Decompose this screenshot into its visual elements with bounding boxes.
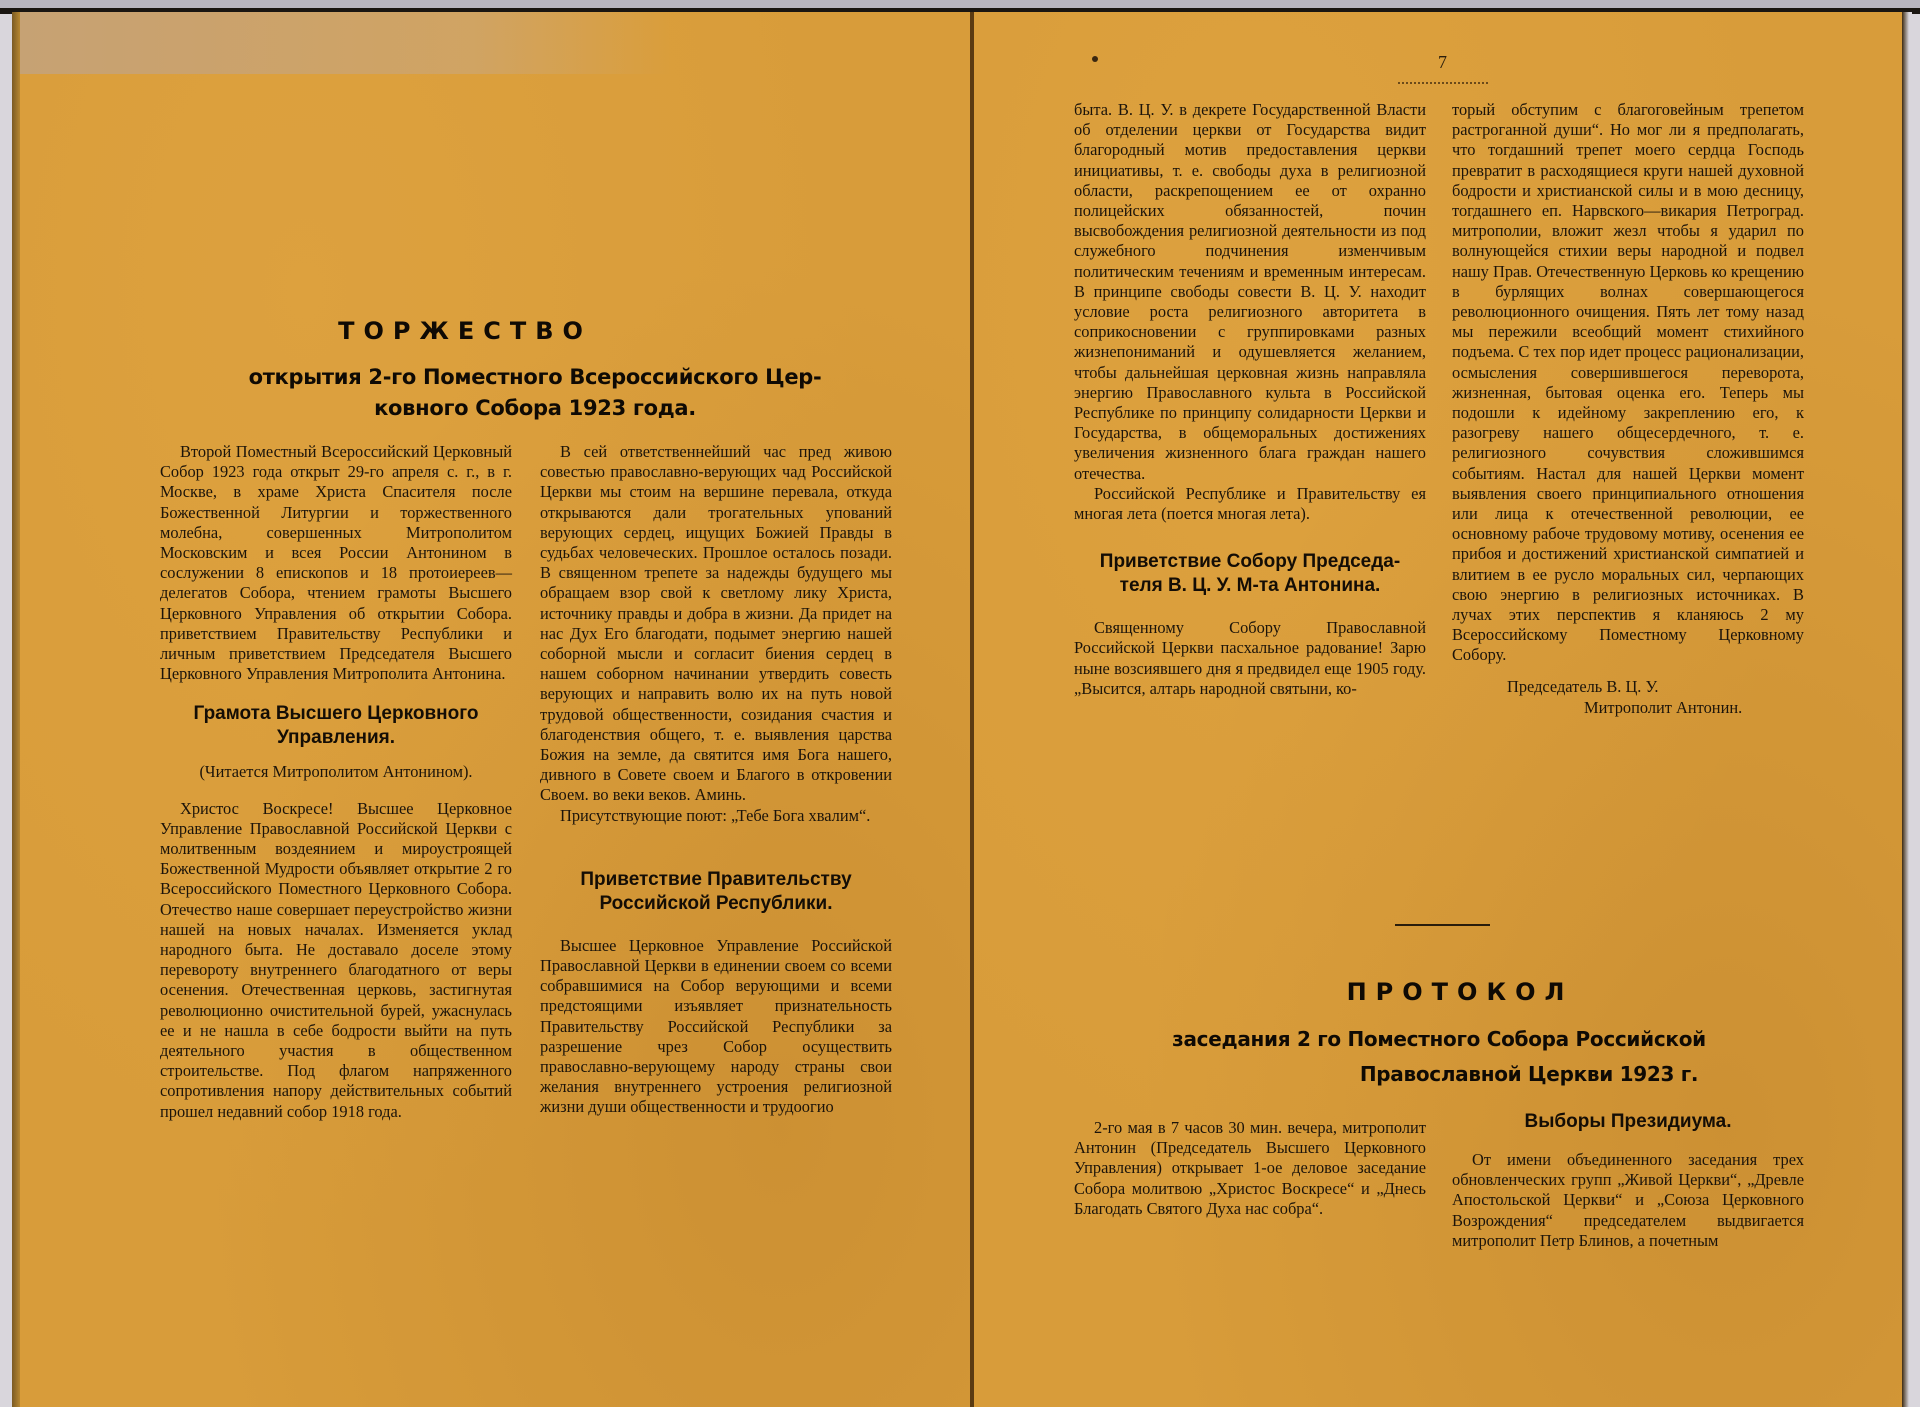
ink-spot: [1092, 56, 1098, 62]
right-column-2: [1452, 100, 1804, 718]
protocol-column-2: [1452, 1110, 1804, 1251]
paragraph: В сей ответственнейший час пред живою совестью православно-верующих чад Российской Церкви мы стоим на вершине перевала, откуда открываются дали трогательных упований верующих сердец, ищущих Божией Правды в судьбах человеческих. Прошлое осталось позади. В священном трепете за надежды будущего мы обращаем взор свой к светлому лику Христа, источнику правды и добра в жизни. Да придет на нас Дух Его благодати, подымет энергию нашей соборной мысли и согласит биения сердец в нашем соборном начинании утвердить совесть верующих и направить волю их на путь новой трудовой общественности, созидания счастия и благоденствия общего, т. е. выявления царства Божия на земле, да святится имя Бога нашего, дивного в Совете своем и Благого в откровении Своем. во веки веков. Аминь.: [540, 442, 892, 805]
subtitle-line-2: ковного Собора 1923 года.: [374, 396, 696, 420]
signature-block: [1452, 676, 1804, 718]
protocol-subtitle-line-2: Православной Церкви 1923 г.: [1359, 1062, 1699, 1086]
section-divider: [1395, 924, 1490, 926]
section-heading-presidium: Выборы Президиума.: [1524, 1111, 1732, 1132]
page-subtitle: [160, 362, 910, 424]
protocol-title: ПРОТОКОЛ: [1346, 978, 1574, 1006]
protocol-opening-paragraph: 2-го мая в 7 часов 30 мин. вечера, митрополит Антонин (Председатель Высшего Церковного Управления) открывает 1-ое деловое заседание Собора молитвою „Христос Воскресе“ и „Днесь Благодать Святого Духа нас собра“.: [1074, 1118, 1426, 1218]
antonin-greeting-body: Священному Собору Православной Российской Церкви пасхальное радование! Зарю ныне возсиявшего дня я предвидел еще 1905 году. „Высится, алтарь народной святыни, ко-: [1074, 618, 1426, 698]
acclaim-paragraph: Российской Республике и Правительству ея многая лета (поется многая лета).: [1074, 483, 1426, 524]
scanner-top-strip: [0, 0, 1920, 8]
protocol-column-1: [1074, 1118, 1426, 1219]
protocol-subtitle: [1074, 1022, 1804, 1092]
page-number: 7: [1438, 52, 1447, 72]
section-heading-government: [540, 868, 892, 916]
heading-line: Приветствие Правительству: [580, 868, 852, 890]
page-title: ТОРЖЕСТВО: [338, 317, 592, 345]
signature-name: Митрополит Антонин.: [1584, 697, 1743, 717]
subtitle-line-1: открытия 2-го Поместного Всероссийского Цер-: [248, 365, 822, 389]
reader-note: (Читается Митрополитом Антонином).: [199, 762, 473, 782]
heading-line: теля В. Ц. У. М-та Антонина.: [1119, 575, 1381, 597]
left-page-edge: [12, 12, 20, 1407]
protocol-subtitle-line-1: заседания 2 го Поместного Собора Российской: [1172, 1027, 1706, 1051]
left-column-1: [160, 442, 512, 1122]
heading-line: Российской Республики.: [599, 892, 833, 914]
signature-title: Председатель В. Ц. У.: [1507, 676, 1659, 696]
intro-paragraph: Второй Поместный Всероссийский Церковный Собор 1923 года открыт 29-го апреля с. г., в г. Москве, в храме Христа Спасителя после Божественной Литургии и торжественного молебна, совершенных Митрополитом Московским и всея России Антонином в сослужении 8 епископов и 18 протоиереев—делегатов Собора, чтением грамоты Высшего Церковного Управления об открытии Собора. приветствием Правительству Республики и личным приветствием Председателя Высшего Церковного Управления Митрополита Антонина.: [160, 442, 512, 684]
gramota-body: Христос Воскресе! Высшее Церковное Управление Православной Российской Церкви с молитвенным воздеянием и мироустроящей Божественной Мудрости объявляет открытие 2 го Всероссийского Поместного Церковного Собора. Отечество наше совершает переустройство жизни нашей на новых началах. Изменяется уклад народного быта. Не доставало доселе этому перевороту внутреннего благодатного от веры осенения. Отечественная церковь, застигнутая революционно очистительной бурей, ужаснулась ее и не нашла в себе бодрости выйти на путь деятельного участия в общественном строительстве. Под флагом напряженного сопротивления напору действительных событий прошел недавний собор 1918 года.: [160, 798, 512, 1121]
government-greeting-body: Высшее Церковное Управление Российской Православной Церкви в единении своем со всеми собравшимися на Собор верующими и всеми предстоящими изъявляет признательность Правительству Российской Республики за разрешение чрез Собор осуществить православно-верующему народу страны свои желания внутреннего устроения религиозной жизни души общественности и трудоогио: [540, 935, 892, 1117]
page-number-ornament: [1398, 76, 1488, 84]
presidium-paragraph: От имени объединенного заседания трех обновленческих групп „Живой Церкви“, „Древле Апостольской Церкви“ и „Союза Церковного Возрождения“ председателем выдвигается митрополит Петр Блинов, а почетным: [1452, 1150, 1804, 1250]
section-heading-gramota: [160, 702, 512, 750]
singing-note: Присутствующие поют: „Тебе Бога хвалим“.: [560, 805, 871, 825]
right-column-1: [1074, 100, 1426, 699]
heading-line: Грамота Высшего Церковного: [193, 703, 479, 725]
heading-line: Управления.: [276, 727, 396, 749]
continued-paragraph: торый обступим с благоговейным трепетом растроганной души“. Но мог ли я предполагать, что тогдашний трепет моего сердца Господь превратит в расходящиеся круги нашей духовной бодрости и христианской силы и в мою десницу, тогдашнего еп. Нарвского—викария Петроград. митрополии, вложит жезл чтобы я ударил по волнующейся стихии веры народной и подвел нашу Прав. Отечественную Церковь ко крещению в бурлящих волнах совершающегося революционного очищения. Пять лет тому назад мы пережили всеобщий момент стихийного подъема. С тех пор идет процесс рационализации, осмысления совершившегося переворота, жизненная, бытовая оценка его. Теперь мы подошли к идейному закреплению его, к разогреву нашего общесердечного, т. е. религиозного сочувствия сложившимся событиям. Настал для нашей Церкви момент выявления своего принципиального отношения или лица к отечественной революции, ее основному рабоче трудовому мотиву, осенения ее прибоя и достижений христианской симпатией и влитием в ее русло моральных сил, черпающих свою энергию в религиозных источниках. В лучах этих перспектив я кланяюсь 2 му Всероссийскому Поместному Церковному Собору.: [1452, 100, 1804, 665]
continued-paragraph: быта. В. Ц. У. в декрете Государственной Власти об отделении церкви от Государства видит благородный мотив предоставления церкви инициативы, т. е. свободы духа в религиозной области, раскрепощением ее от охранно полицейских обязанностей, почин высвобождения религиозной деятельности из под служебного подчинения изменчивым политическим течениям и временным интересам. В принципе свободы совести В. Ц. У. находит условие роста религиозного авторитета в соприкосновении с группировками разных жизнепониманий и одушевляется желанием, чтобы дальнейшая церковная жизнь направляла энергию Православного культа в Российской Республике по принципу солидарности Церкви и Государства, в общеморальных достижениях увеличения жизненного блага граждан нашего отечества.: [1074, 100, 1426, 483]
section-heading-antonin-greeting: [1074, 550, 1426, 598]
left-column-2: [540, 442, 892, 1118]
faded-paper-strip: [20, 12, 670, 74]
heading-line: Приветствие Собору Председа-: [1099, 551, 1401, 573]
left-page: [20, 12, 970, 1407]
right-page-edge: [1902, 12, 1912, 1407]
